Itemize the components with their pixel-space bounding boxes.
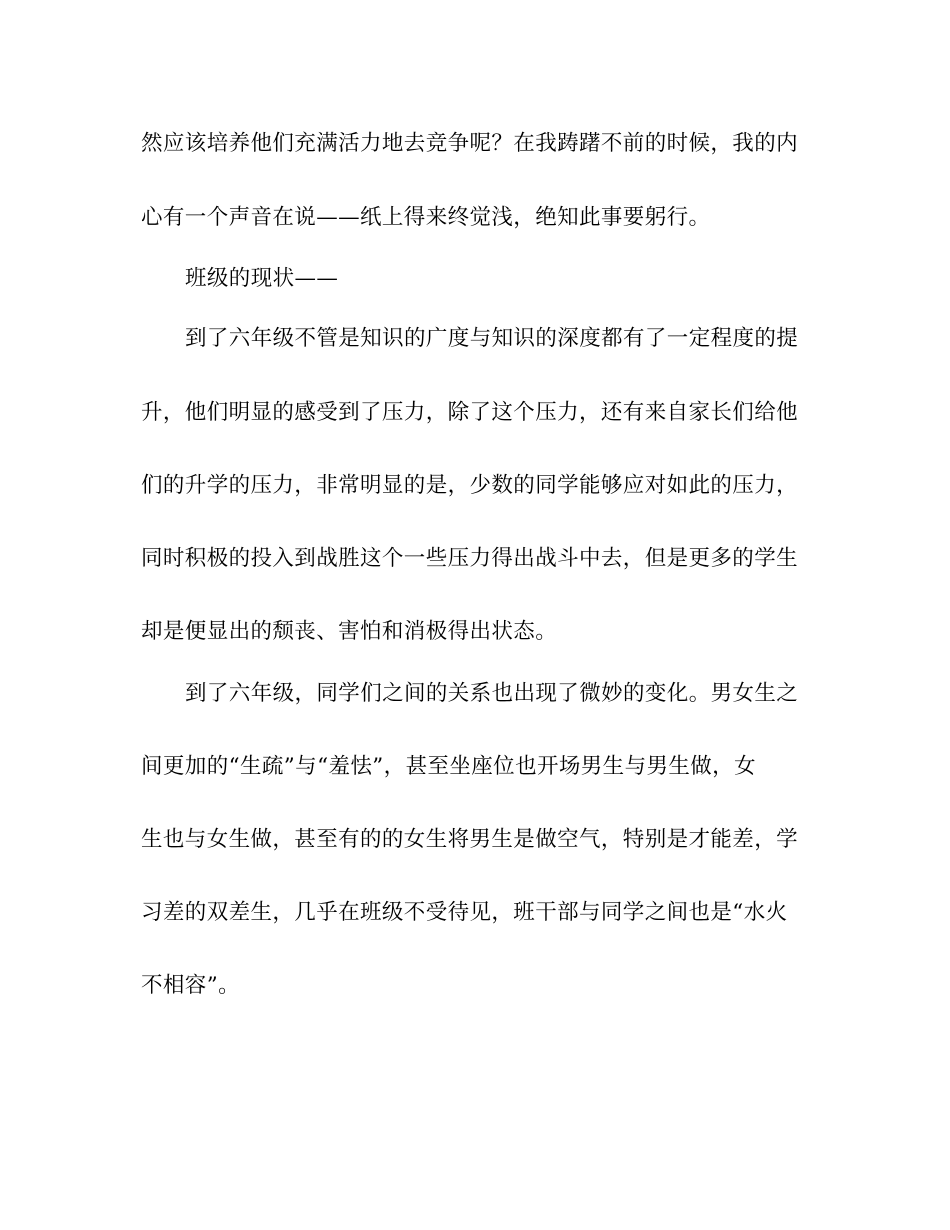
paragraph-line: 升，他们明显的感受到了压力，除了这个压力，还有来自家长们给他	[141, 400, 799, 425]
paragraph-line: 生也与女生做，甚至有的的女生将男生是做空气，特别是才能差，学	[141, 827, 799, 852]
paragraph-line: 间更加的“生疏”与“羞怯”，甚至坐座位也开场男生与男生做，女	[141, 754, 756, 779]
paragraph-line: 习差的双差生，几乎在班级不受待见，班干部与同学之间也是“水火	[141, 900, 788, 925]
paragraph-line: 们的升学的压力，非常明显的是，少数的同学能够应对如此的压力，	[141, 473, 799, 498]
paragraph-line: 到了六年级不管是知识的广度与知识的深度都有了一定程度的提	[185, 326, 799, 351]
paragraph-line: 心有一个声音在说——纸上得来终觉浅，绝知此事要躬行。	[141, 205, 711, 230]
paragraph-line: 不相容”。	[141, 973, 240, 998]
section-heading: 班级的现状——	[185, 266, 339, 291]
paragraph-line: 然应该培养他们充满活力地去竞争呢？在我踌躇不前的时候，我的内	[141, 131, 799, 156]
paragraph-line: 却是便显出的颓丧、害怕和消极得出状态。	[141, 619, 558, 644]
paragraph-line: 同时积极的投入到战胜这个一些压力得出战斗中去，但是更多的学生	[141, 546, 799, 571]
paragraph-line: 到了六年级，同学们之间的关系也出现了微妙的变化。男女生之	[185, 681, 799, 706]
